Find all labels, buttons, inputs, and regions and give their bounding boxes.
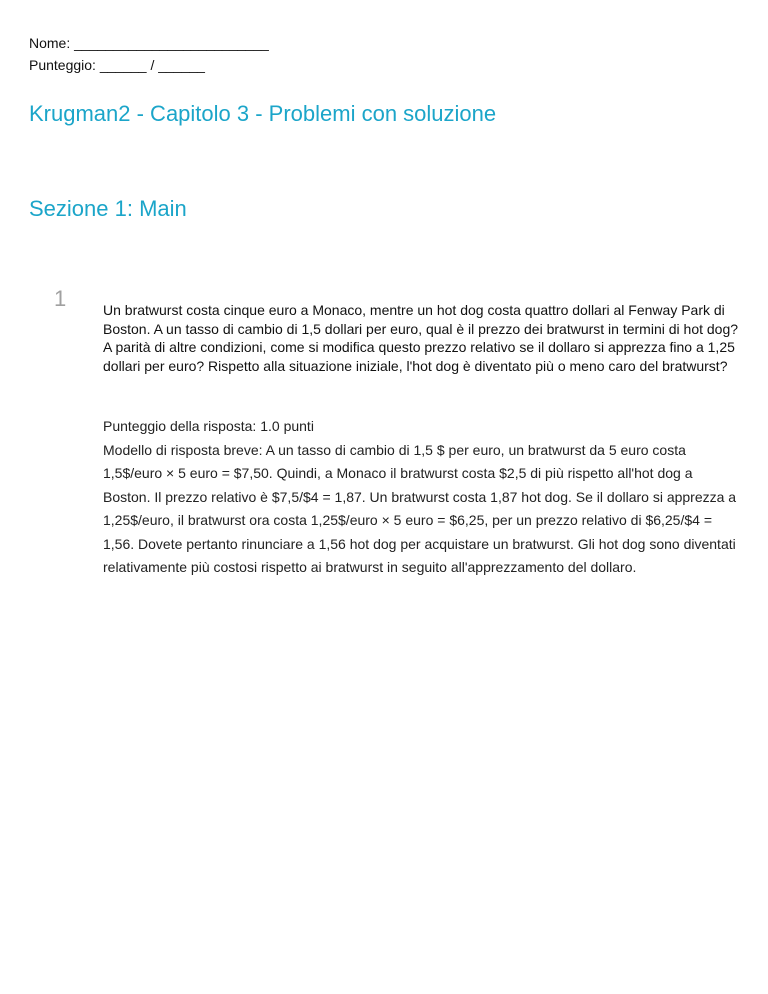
name-field-line: Nome: _________________________ xyxy=(29,35,269,51)
document-title: Krugman2 - Capitolo 3 - Problemi con soluzione xyxy=(29,101,497,126)
question-text: Un bratwurst costa cinque euro a Monaco, mentre un hot dog costa quattro dollari al Fenway Park di Boston. A un tasso di cambio di 1,5 dollari per euro, qual è il prezzo dei bratwurst in termini di hot dog? A parità di altre condizioni, come si modifica questo prezzo relativo se il dollaro si apprezza fino a 1,25 dollari per euro? Rispetto alla situazione iniziale, l'hot dog è diventato più o meno caro del bratwurst? xyxy=(103,302,739,374)
question-number: 1 xyxy=(54,286,67,311)
answer-block xyxy=(103,415,743,580)
score-field-line: Punteggio: ______ / ______ xyxy=(29,57,205,73)
section-title: Sezione 1: Main xyxy=(29,196,187,221)
model-answer: Modello di risposta breve: A un tasso di cambio di 1,5 $ per euro, un bratwurst da 5 euro costa 1,5$/euro × 5 euro = $7,50. Quindi, a Monaco il bratwurst costa $2,5 di più rispetto all'hot dog a Boston. Il prezzo relativo è $7,5/$4 = 1,87. Un bratwurst costa 1,87 hot dog. Se il dollaro si apprezza a 1,25$/euro, il bratwurst ora costa 1,25$/euro × 5 euro = $6,25, per un prezzo relativo di $6,25/$4 = 1,56. Dovete pertanto rinunciare a 1,56 hot dog per acquistare un bratwurst. Gli hot dog sono diventati relativamente più costosi rispetto ai bratwurst in seguito all'apprezzamento del dollaro. xyxy=(103,441,737,575)
answer-score: Punteggio della risposta: 1.0 punti xyxy=(103,418,314,434)
